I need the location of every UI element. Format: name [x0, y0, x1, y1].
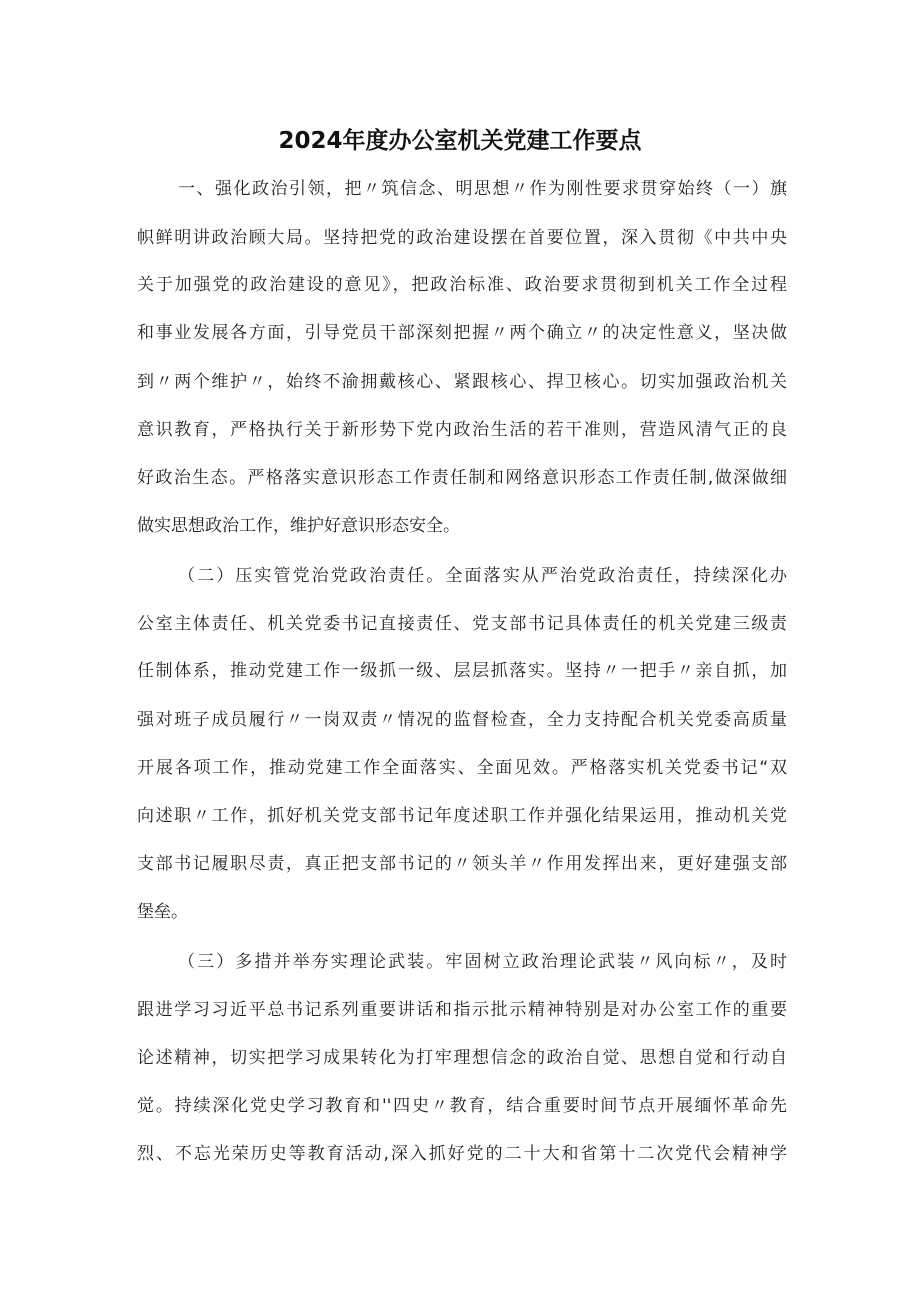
paragraph-3-line-2: 跟进学习习近平总书记系列重要讲话和指示批示精神特别是对办公室工作的重要	[137, 1000, 787, 1020]
paragraph-1-line-4: 和事业发展各方面，引导党员干部深刻把握〃两个确立〃的决定性意义，坚决做	[137, 323, 787, 343]
paragraph-2-line-8: 堡垒。	[137, 902, 188, 922]
paragraph-2-line-5: 开展各项工作，推动党建工作全面落实、全面见效。严格落实机关党委书记“双	[137, 758, 787, 778]
paragraph-1-line-7: 好政治生态。严格落实意识形态工作责任制和网络意识形态工作责任制,做深做细	[137, 468, 787, 488]
paragraph-2-line-4: 强对班子成员履行〃一岗双责〃情况的监督检查，全力支持配合机关党委高质量	[137, 710, 787, 730]
paragraph-1-line-8: 做实思想政治工作，维护好意识形态安全。	[137, 516, 460, 536]
paragraph-2-line-3: 任制体系，推动党建工作一级抓一级、层层抓落实。坚持〃一把手〃亲自抓，加	[137, 661, 787, 681]
paragraph-3-line-5: 烈、不忘光荣历史等教育活动,深入抓好党的二十大和省第十二次党代会精神学	[137, 1144, 787, 1164]
paragraph-2-line-6: 向述职〃工作，抓好机关党支部书记年度述职工作并强化结果运用，推动机关党	[137, 806, 787, 826]
paragraph-1-line-6: 意识教育，严格执行关于新形势下党内政治生活的若干准则，营造风清气正的良	[137, 420, 787, 440]
paragraph-2-line-1: （二）压实管党治党政治责任。全面落实从严治党政治责任，持续深化办	[178, 566, 787, 586]
paragraph-3-line-1: （三）多措并举夯实理论武装。牢固树立政治理论武装〃风向标〃，及时	[178, 952, 787, 972]
paragraph-3-line-3: 论述精神，切实把学习成果转化为打牢理想信念的政治自觉、思想自觉和行动自	[137, 1048, 787, 1068]
paragraph-1-line-5: 到〃两个维护〃，始终不渝拥戴核心、紧跟核心、捍卫核心。切实加强政治机关	[137, 372, 787, 392]
paragraph-1-line-3: 关于加强党的政治建设的意见》，把政治标准、政治要求贯彻到机关工作全过程	[137, 275, 787, 295]
paragraph-1-line-1: 一、强化政治引领，把〃筑信念、明思想〃作为刚性要求贯穿始终（一）旗	[178, 179, 787, 199]
paragraph-2-line-7: 支部书记履职尽责，真正把支部书记的〃领头羊〃作用发挥出来，更好建强支部	[137, 854, 787, 874]
paragraph-3-line-4: 觉。持续深化党史学习教育和''四史〃教育，结合重要时间节点开展缅怀革命先	[137, 1096, 787, 1116]
paragraph-1-line-2: 帜鲜明讲政治顾大局。坚持把党的政治建设摆在首要位置，深入贯彻《中共中央	[137, 228, 787, 248]
paragraph-2-line-2: 公室主体责任、机关党委书记直接责任、党支部书记具体责任的机关党建三级责	[137, 614, 787, 634]
document-title: 2024年度办公室机关党建工作要点	[278, 128, 642, 154]
